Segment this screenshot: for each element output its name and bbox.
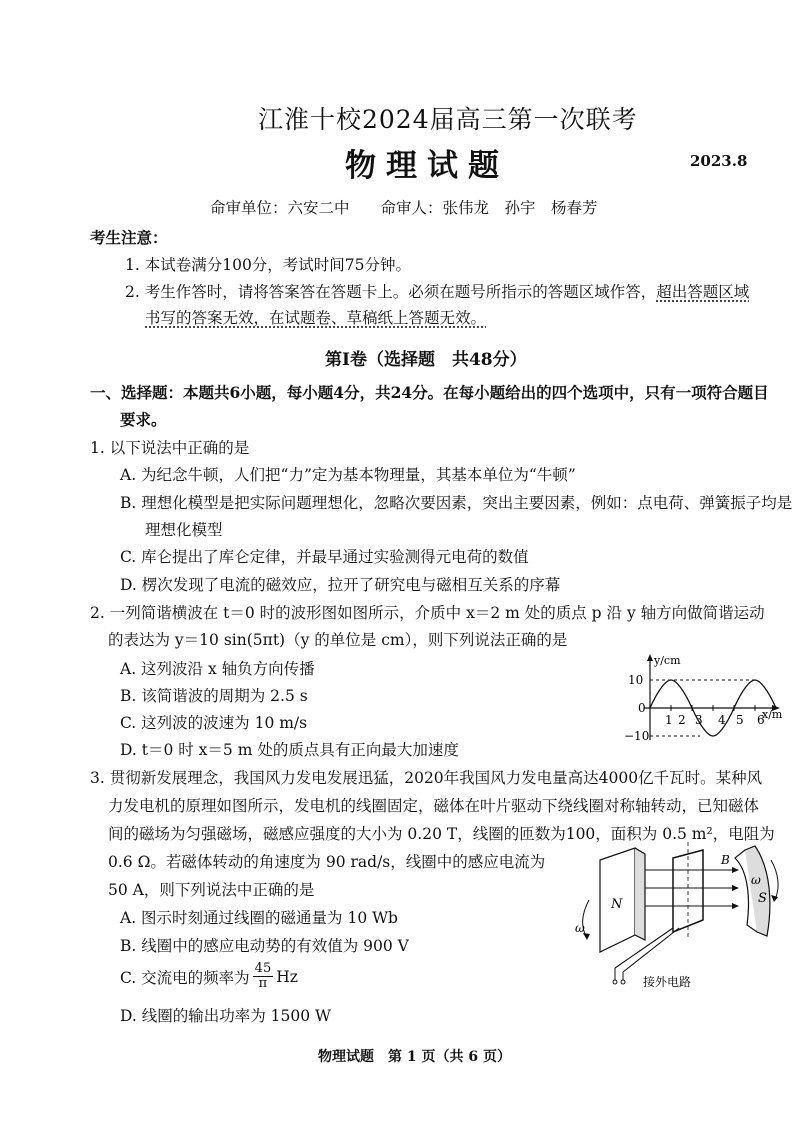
exam-date: 2023.8 bbox=[690, 152, 748, 170]
q3-stem-line5: 50 A，则下列说法中正确的是 bbox=[108, 881, 315, 899]
q1-option-b-line1: B. 理想化模型是把实际问题理想化，忽略次要因素，突出主要因素，例如：点电荷、弹簧振子均是 bbox=[120, 494, 793, 512]
q3-option-d: D. 线圈的输出功率为 1500 W bbox=[120, 1007, 331, 1025]
wave-graph bbox=[620, 650, 785, 750]
origin-label: 0 bbox=[638, 701, 646, 715]
generator-diagram bbox=[575, 840, 785, 995]
terminal-dot bbox=[613, 980, 617, 984]
q3-stem-line4: 0.6 Ω。若磁体转动的角速度为 90 rad/s，线圈中的感应电流为 bbox=[108, 853, 546, 871]
subject-title: 物理试题 bbox=[345, 148, 509, 184]
page-footer: 物理试题 第 1 页（共 6 页） bbox=[318, 1049, 511, 1065]
section1-line1: 一、选择题：本题共6小题，每小题4分，共24分。在每小题给出的四个选项中，只有一项符合题目 bbox=[90, 383, 769, 402]
x-tick-label: 1 bbox=[665, 713, 673, 727]
q2-option-d: D. t＝0 时 x＝5 m 处的质点具有正向最大加速度 bbox=[120, 741, 459, 759]
label-omega-left: ω bbox=[575, 921, 585, 935]
field-arrow bbox=[732, 903, 739, 909]
x-tick-label: 5 bbox=[736, 713, 744, 727]
notice-item-2a: 2. 考生作答时，请将答案答在答题卡上。必须在题号所指示的答题区域作答， bbox=[125, 283, 657, 301]
q1-option-a: A. 为纪念牛顿，人们把“力”定为基本物理量，其基本单位为“牛顿” bbox=[120, 466, 576, 484]
x-tick-label: 2 bbox=[678, 713, 686, 727]
y-top-label: 10 bbox=[628, 673, 644, 687]
part1-title: 第Ⅰ卷（选择题 共48分） bbox=[325, 350, 527, 370]
label-omega-right: ω bbox=[751, 873, 761, 887]
y-axis-label: y/cm bbox=[654, 654, 681, 667]
magnet-n-side bbox=[635, 848, 645, 940]
notice-heading: 考生注意： bbox=[90, 228, 168, 247]
notice-item-2 bbox=[125, 280, 749, 302]
authors-line: 命审单位：六安二中 命审人：张伟龙 孙宇 杨春芳 bbox=[210, 199, 598, 217]
q1-stem: 1. 以下说法中正确的是 bbox=[90, 439, 250, 457]
q3-option-a: A. 图示时刻通过线圈的磁通量为 10 Wb bbox=[120, 909, 398, 927]
label-n: N bbox=[611, 897, 623, 912]
q1-option-d: D. 楞次发现了电流的磁效应，拉开了研究电与磁相互关系的序幕 bbox=[120, 576, 561, 594]
field-arrow bbox=[732, 867, 739, 873]
q2-option-c: C. 这列波的波速为 10 m/s bbox=[120, 714, 308, 732]
notice-item-2c: 书写的答案无效，在试题卷、草稿纸上答题无效。 bbox=[145, 309, 487, 327]
section1-line2: 要求。 bbox=[120, 410, 167, 429]
q3-option-c-prefix: C. 交流电的频率为 bbox=[120, 968, 250, 987]
x-tick-label: 3 bbox=[695, 713, 703, 727]
terminal-dot bbox=[621, 980, 625, 984]
notice-item-1: 1. 本试卷满分100分，考试时间75分钟。 bbox=[125, 256, 412, 274]
x-axis-label: x/m bbox=[762, 708, 783, 721]
y-bottom-label: −10 bbox=[624, 729, 650, 743]
fraction-numerator: 45 bbox=[254, 961, 272, 976]
fraction bbox=[253, 962, 274, 991]
field-arrow bbox=[732, 885, 739, 891]
q2-stem-line1: 2. 一列简谐横波在 t＝0 时的波形图如图所示，介质中 x＝2 m 处的质点 p 沿 y 轴方向做简谐运动 bbox=[90, 604, 765, 622]
y-axis-arrow bbox=[647, 654, 653, 661]
label-b: B bbox=[721, 853, 730, 867]
exam-title: 江淮十校2024届高三第一次联考 bbox=[258, 105, 638, 134]
q2-stem-line2: 的表达为 y＝10 sin(5πt)（y 的单位是 cm），则下列说法正确的是 bbox=[108, 631, 568, 649]
circuit-caption: 接外电路 bbox=[643, 975, 692, 989]
q2-option-a: A. 这列波沿 x 轴负方向传播 bbox=[120, 660, 315, 678]
label-s: S bbox=[758, 891, 767, 906]
q3-stem-line2: 力发电机的原理如图所示，发电机的线圈固定，磁体在叶片驱动下绕线圈对称轴转动，已知磁体 bbox=[108, 797, 760, 815]
q3-option-b: B. 线圈中的感应电动势的有效值为 900 V bbox=[120, 937, 409, 955]
x-tick-label: 4 bbox=[718, 713, 726, 727]
q3-stem-line3: 间的磁场为匀强磁场，磁感应强度的大小为 0.20 T，线圈的匝数为100，面积为 0.5 m²，电阻为 bbox=[108, 825, 775, 843]
x-tick-label: 6 bbox=[757, 713, 765, 727]
rotation-arrowhead-right bbox=[771, 895, 778, 902]
q3-option-c-suffix: Hz bbox=[276, 967, 298, 986]
q3-stem-line1: 3. 贯彻新发展理念，我国风力发电发展迅猛，2020年我国风力发电量高达4000亿千瓦时。某种风 bbox=[90, 769, 763, 787]
rotation-arrow-right bbox=[771, 860, 778, 900]
fraction-denominator: π bbox=[258, 976, 268, 991]
q3-option-c bbox=[120, 962, 298, 991]
notice-item-2b: 超出答题区域 bbox=[656, 283, 750, 301]
q1-option-c: C. 库仑提出了库仑定律，并最早通过实验测得元电荷的数值 bbox=[120, 548, 529, 566]
q2-option-b: B. 该简谐波的周期为 2.5 s bbox=[120, 687, 308, 705]
q1-option-b-line2: 理想化模型 bbox=[145, 521, 223, 539]
